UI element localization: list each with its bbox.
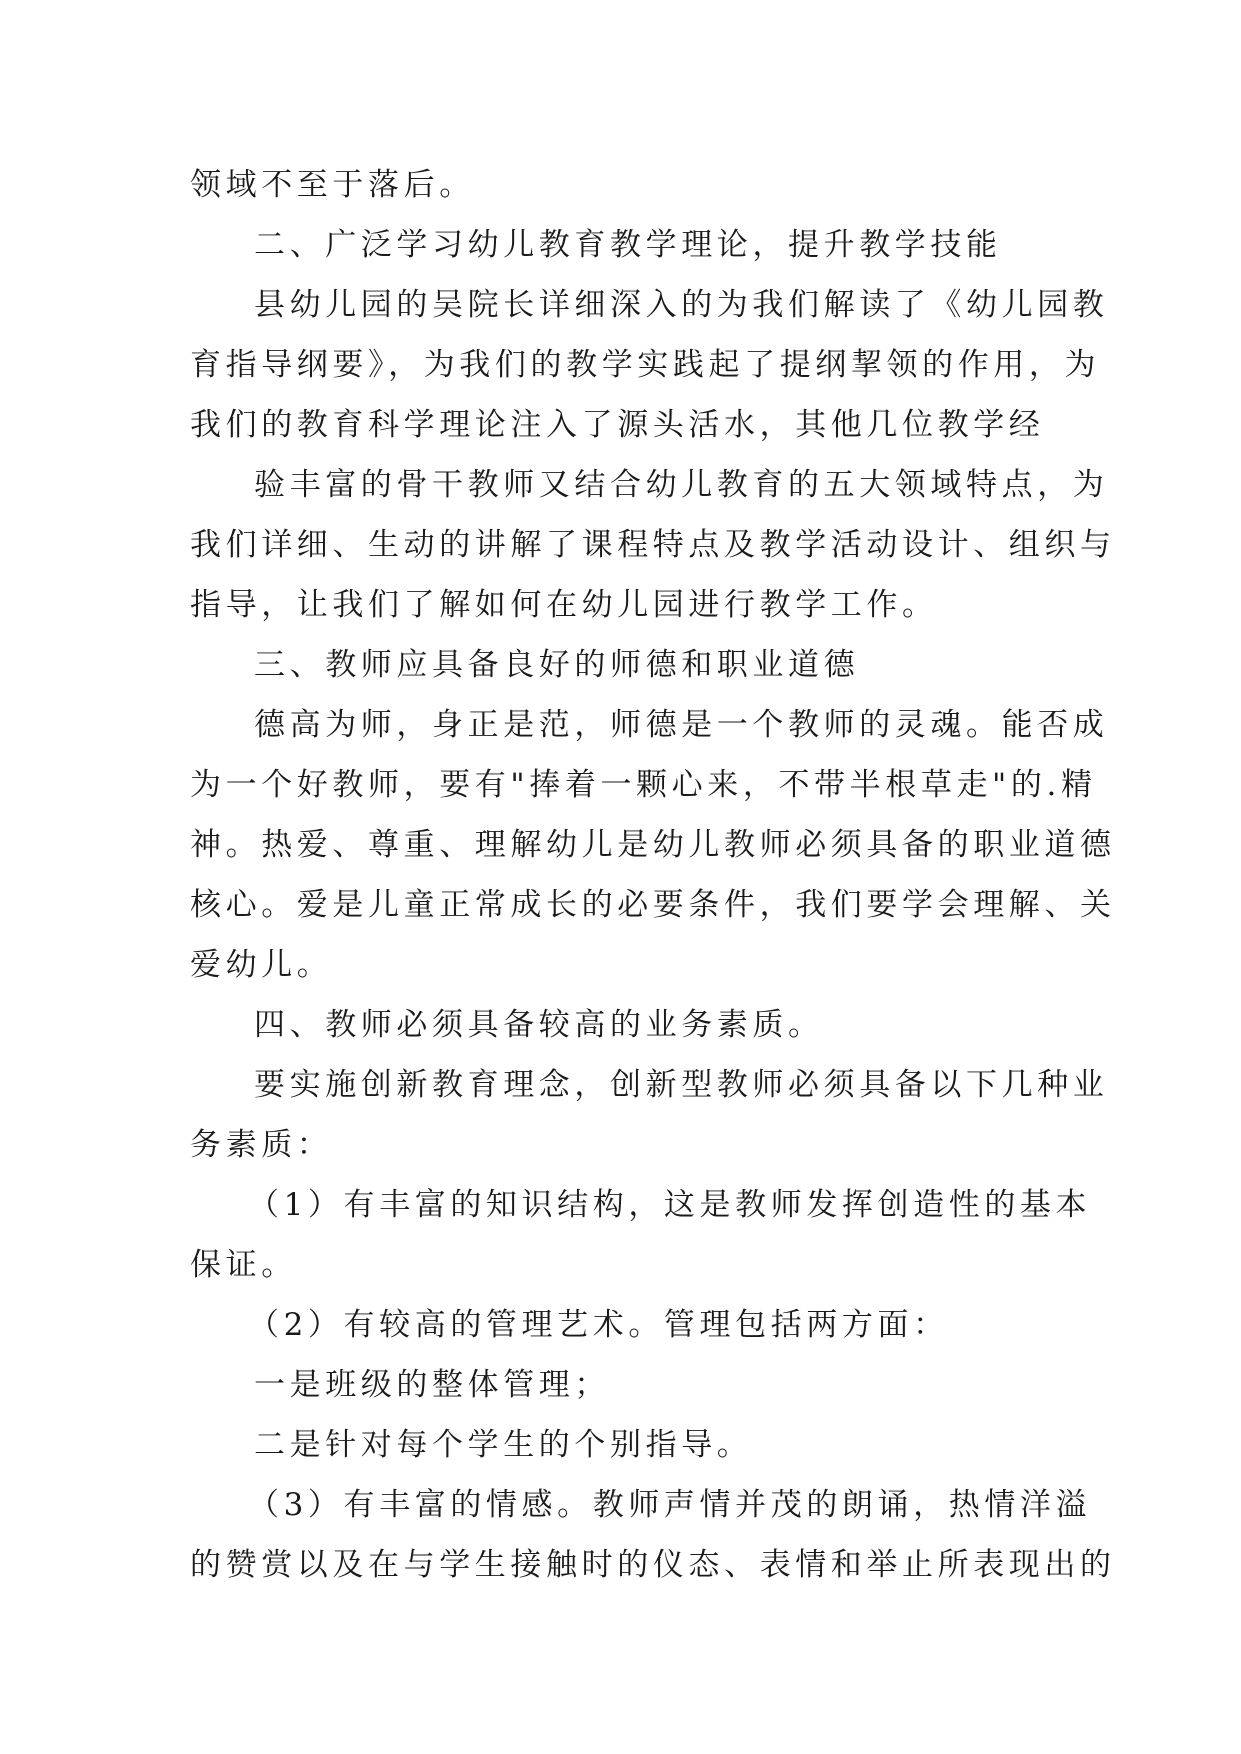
text-line: 要实施创新教育理念，创新型教师必须具备以下几种业 xyxy=(254,1067,1109,1103)
text-line: 一是班级的整体管理； xyxy=(254,1367,610,1403)
document-body xyxy=(190,155,1116,1595)
text-line: 爱幼儿。 xyxy=(190,947,333,983)
text-line: 指导，让我们了解如何在幼儿园进行教学工作。 xyxy=(190,587,938,623)
text-line: 务素质： xyxy=(190,1127,333,1163)
text-line: 我们详细、生动的讲解了课程特点及教学活动设计、组织与 xyxy=(190,527,1116,563)
section-heading-3: 三、教师应具备良好的师德和职业道德 xyxy=(254,647,860,683)
text-line: 核心。爱是儿童正常成长的必要条件，我们要学会理解、关 xyxy=(190,887,1116,923)
text-line: 我们的教育科学理论注入了源头活水，其他几位教学经 xyxy=(190,407,1045,443)
text-block xyxy=(190,155,1116,1595)
text-line: 育指导纲要》，为我们的教学实践起了提纲挈领的作用，为 xyxy=(190,347,1101,383)
text-line: 县幼儿园的吴院长详细深入的为我们解读了《幼儿园教 xyxy=(254,287,1109,323)
text-line: 德高为师，身正是范，师德是一个教师的灵魂。能否成 xyxy=(254,707,1109,743)
section-heading-4: 四、教师必须具备较高的业务素质。 xyxy=(254,1007,824,1043)
text-line: 为一个好教师，要有"捧着一颗心来，不带半根草走"的.精 xyxy=(190,767,1097,803)
list-item-3: （3）有丰富的情感。教师声情并茂的朗诵，热情洋溢 xyxy=(248,1487,1092,1523)
text-line: 保证。 xyxy=(190,1247,297,1283)
text-line: 验丰富的骨干教师又结合幼儿教育的五大领域特点，为 xyxy=(254,467,1109,503)
section-heading-2: 二、广泛学习幼儿教育教学理论，提升教学技能 xyxy=(254,227,1002,263)
text-line: 的赞赏以及在与学生接触时的仪态、表情和举止所表现出的 xyxy=(190,1547,1116,1583)
text-line: 领域不至于落后。 xyxy=(190,167,475,203)
list-item-2: （2）有较高的管理艺术。管理包括两方面： xyxy=(248,1307,949,1343)
list-item-1: （1）有丰富的知识结构，这是教师发挥创造性的基本 xyxy=(248,1187,1092,1223)
text-line: 神。热爱、尊重、理解幼儿是幼儿教师必须具备的职业道德 xyxy=(190,827,1116,863)
text-line: 二是针对每个学生的个别指导。 xyxy=(254,1427,753,1463)
